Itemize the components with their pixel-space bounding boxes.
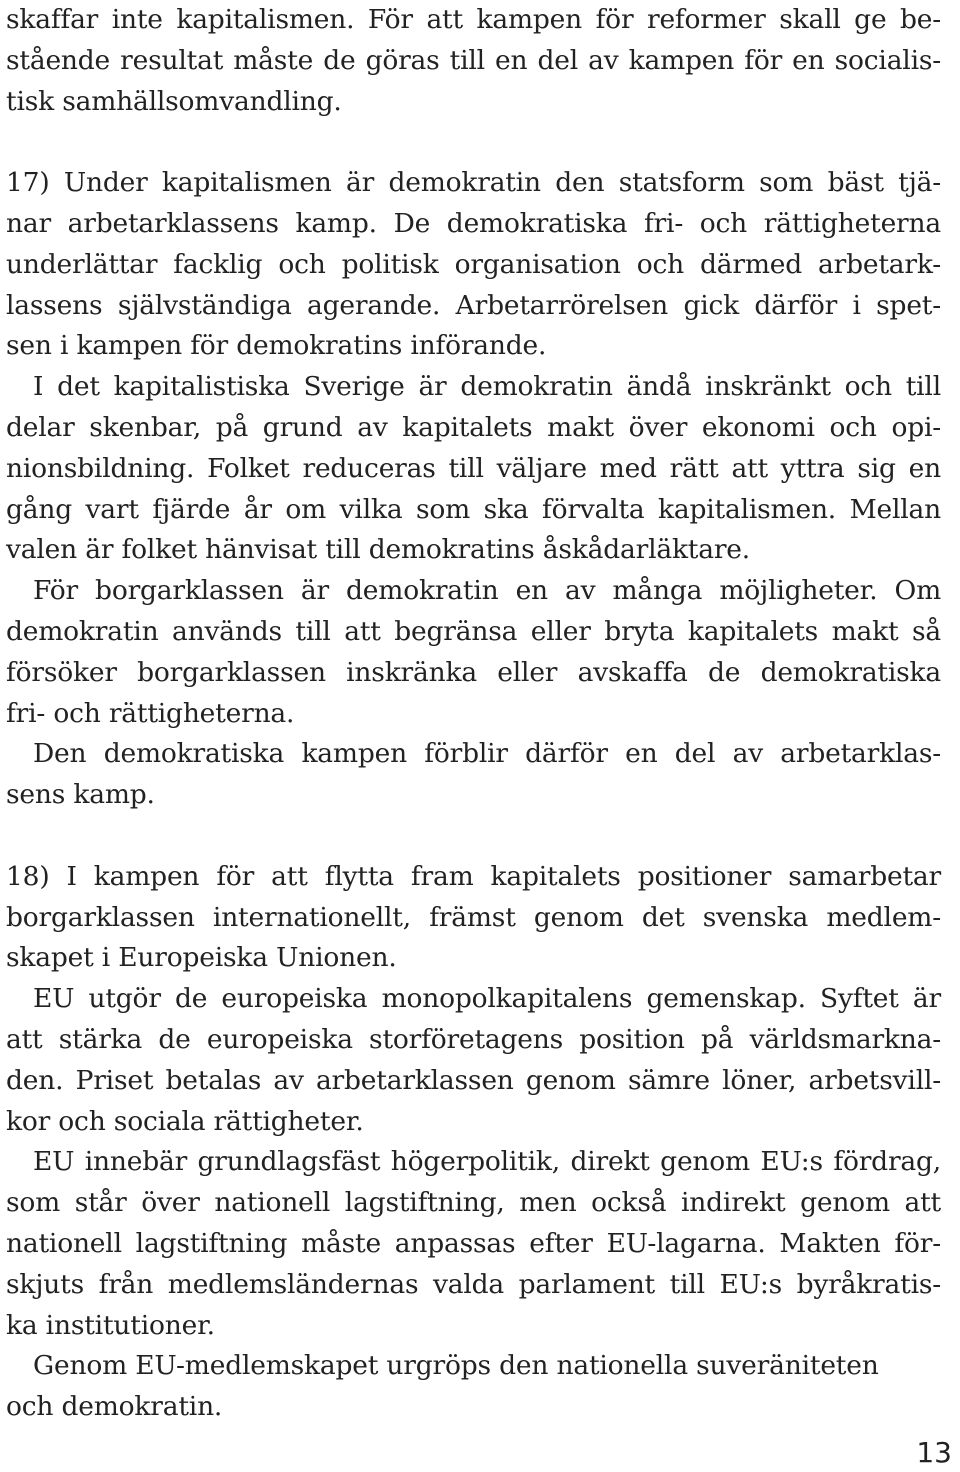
text-line: fri- och rättigheterna. (6, 697, 295, 729)
text-line: tisk samhällsomvandling. (6, 85, 342, 117)
text-line: som står över nationell lagstiftning, men också indirekt genom att (6, 1187, 941, 1219)
text-line: EU utgör de europeiska monopolkapitalens gemenskap. Syftet är (33, 983, 941, 1015)
text-line: och demokratin. (6, 1391, 223, 1423)
text-line: skaffar inte kapitalismen. För att kampen för reformer skall ge be- (6, 4, 941, 35)
text-line: nationell lagstiftning måste anpassas efter EU-lagarna. Makten för- (6, 1227, 941, 1259)
text-line: stående resultat måste de göras till en del av kampen för en socialis- (6, 44, 941, 76)
text-line: den. Priset betalas av arbetarklassen genom sämre löner, arbetsvill- (6, 1064, 941, 1096)
text-line: I det kapitalistiska Sverige är demokratin ändå inskränkt och till (33, 371, 941, 403)
text-line: gång vart fjärde år om vilka som ska förvalta kapitalismen. Mellan (6, 493, 941, 525)
text-line: att stärka de europeiska storföretagens position på världsmarkna- (6, 1023, 941, 1055)
text-line: nionsbildning. Folket reduceras till väljare med rätt att yttra sig en (6, 452, 941, 484)
text-line: lassens självständiga agerande. Arbetarrörelsen gick därför i spet- (6, 289, 941, 321)
page-number: 13 (916, 1436, 952, 1469)
section-17-heading-line: 17) Under kapitalismen är demokratin den statsform som bäst tjä- (6, 167, 941, 199)
text-line: sen i kampen för demokratins införande. (6, 330, 547, 362)
text-line: Den demokratiska kampen förblir därför en del av arbetarklas- (33, 738, 941, 770)
text-line: delar skenbar, på grund av kapitalets makt över ekonomi och opi- (6, 411, 941, 443)
text-line: Genom EU-medlemskapet urgröps den nationella suveräniteten (33, 1350, 879, 1382)
text-line: försöker borgarklassen inskränka eller avskaffa de demokratiska (6, 656, 941, 688)
paragraph-gap (6, 816, 941, 857)
text-line: EU innebär grundlagsfäst högerpolitik, direkt genom EU:s fördrag, (33, 1146, 941, 1178)
text-line: kor och sociala rättigheter. (6, 1105, 364, 1137)
document-body (6, 0, 941, 1428)
text-line: För borgarklassen är demokratin en av många möjligheter. Om (33, 575, 941, 607)
paragraph-gap (6, 122, 941, 163)
text-line: ka institutioner. (6, 1309, 215, 1341)
text-line: valen är folket hänvisat till demokratins åskådarläktare. (6, 534, 751, 566)
text-line: demokratin används till att begränsa eller bryta kapitalets makt så (6, 615, 941, 647)
text-line: skapet i Europeiska Unionen. (6, 942, 397, 974)
text-line: sens kamp. (6, 779, 155, 811)
text-line: skjuts från medlemsländernas valda parlament till EU:s byråkratis- (6, 1268, 941, 1300)
section-18-heading-line: 18) I kampen för att flytta fram kapitalets positioner samarbetar (6, 860, 941, 892)
text-line: nar arbetarklassens kamp. De demokratiska fri- och rättigheterna (6, 207, 941, 239)
text-line: underlättar facklig och politisk organisation och därmed arbetark- (6, 248, 941, 280)
text-line: borgarklassen internationellt, främst genom det svenska medlem- (6, 901, 941, 933)
